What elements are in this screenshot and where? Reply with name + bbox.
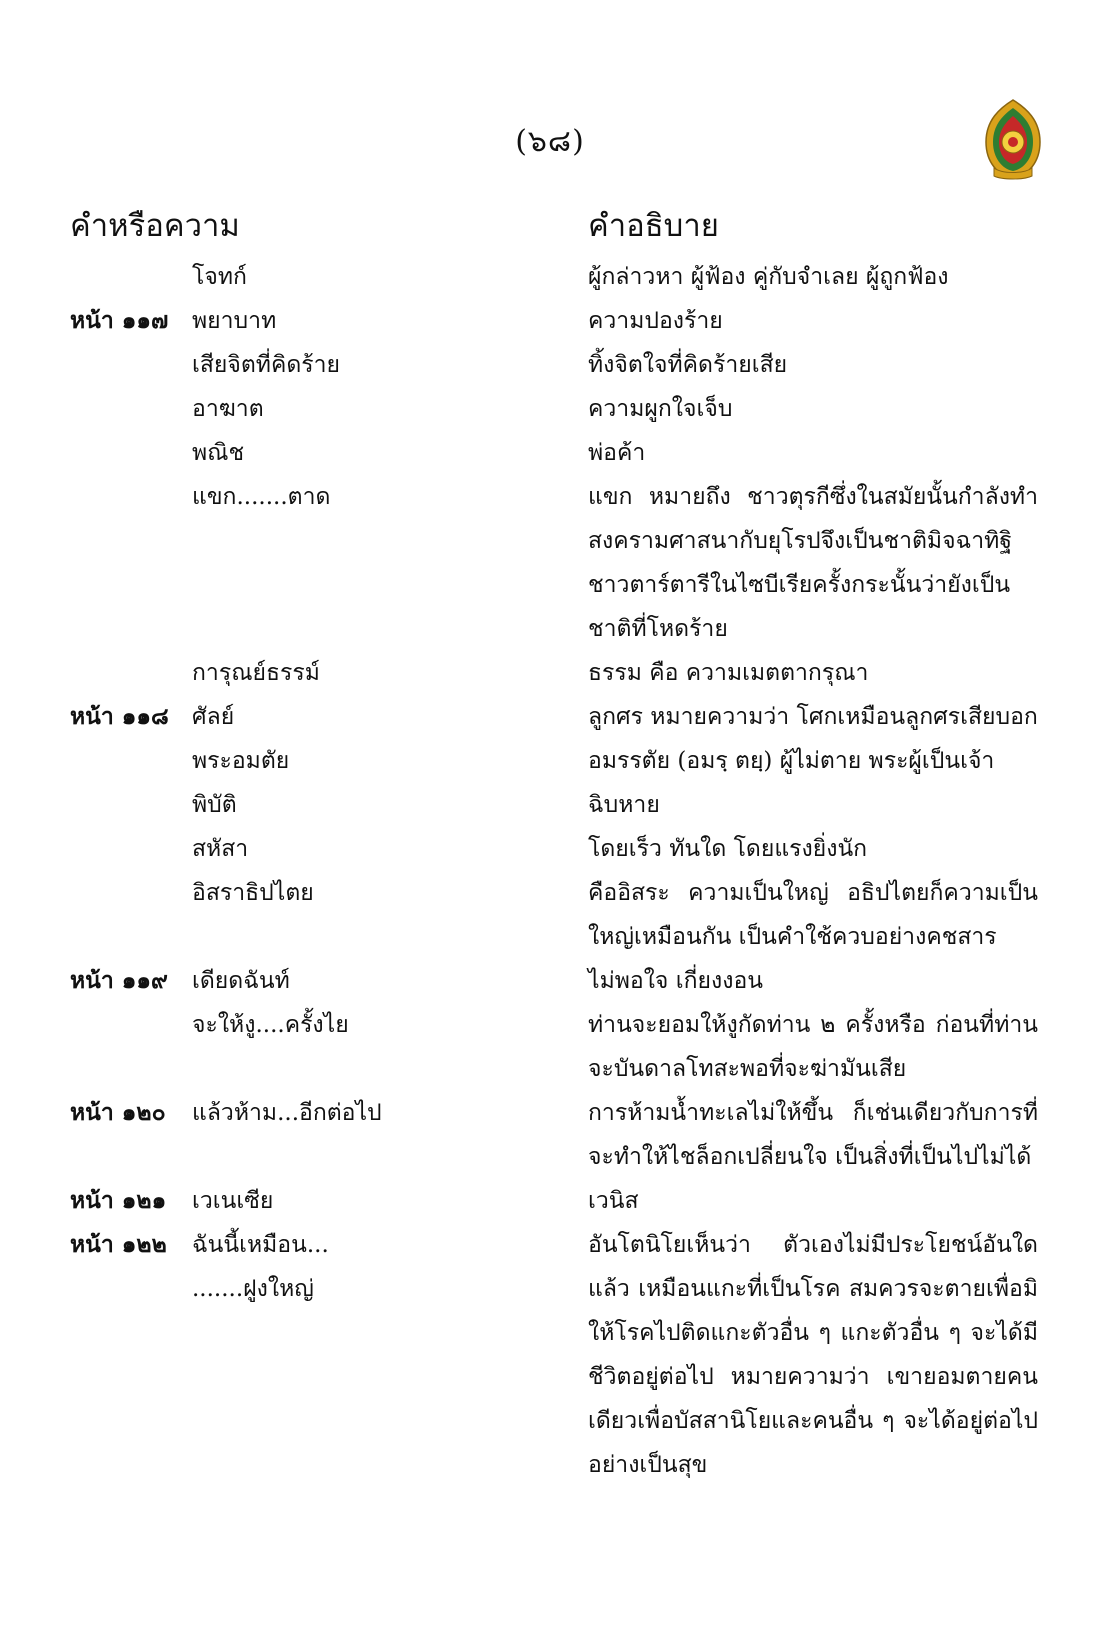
entry-explanation: ความปองร้าย [588,308,723,334]
entry-explanation: ไม่พอใจ เกี่ยงงอน [588,968,763,994]
glossary-entry [0,387,1100,431]
entry-explanation: ทิ้งจิตใจที่คิดร้ายเสีย [588,352,788,378]
entry-explanation: คืออิสระ ความเป็นใหญ่ อธิปไตยก็ความเป็นใหญ่เหมือนกัน เป็นคำใช้ควบอย่างคชสาร [588,880,1038,950]
entry-term: สหัสา [192,836,249,862]
entry-term: แขก.......ตาด [192,484,331,510]
glossary-entry [0,343,1100,387]
entry-term: พิบัติ [192,792,237,818]
glossary-entry [0,475,1100,651]
glossary-entry [0,1223,1100,1487]
entry-explanation: เวนิส [588,1188,639,1214]
entry-term: พระอมตัย [192,748,290,774]
entry-term: ฉันนี้เหมือน... .......ฝูงใหญ่ [192,1232,329,1302]
glossary-entry [0,871,1100,959]
entry-term: ศัลย์ [192,704,235,730]
entry-explanation: แขก หมายถึง ชาวตุรกีซึ่งในสมัยนั้นกำลังทำสงครามศาสนากับยุโรปจึงเป็นชาติมิจฉาทิฐิ ชาวตาร์ตารีในไซบีเรียครั้งกระนั้นว่ายังเป็นชาติที่โหดร้าย [588,484,1038,642]
entry-explanation: ลูกศร หมายความว่า โศกเหมือนลูกศรเสียบอก [588,704,1038,730]
glossary-entry [0,1091,1100,1179]
entry-explanation: ผู้กล่าวหา ผู้ฟ้อง คู่กับจำเลย ผู้ถูกฟ้อง [588,264,949,290]
glossary-entries [0,255,1100,1487]
entry-term: พยาบาท [192,308,277,334]
glossary-entry [0,1003,1100,1091]
entry-term: อาฆาต [192,396,264,422]
glossary-entry [0,651,1100,695]
glossary-entry [0,255,1100,299]
entry-term: เวเนเซีย [192,1188,274,1214]
glossary-entry [0,827,1100,871]
entry-term: เดียดฉันท์ [192,968,290,994]
entry-explanation: อันโตนิโยเห็นว่า ตัวเองไม่มีประโยชน์อันใดแล้ว เหมือนแกะที่เป็นโรค สมควรจะตายเพื่อมิให้โรคไปติดแกะตัวอื่น ๆ แกะตัวอื่น ๆ จะได้มีชีวิตอยู่ต่อไป หมายความว่า เขายอมตายคนเดียวเพื่อบัสสานิโยและคนอื่น ๆ จะได้อยู่ต่อไปอย่างเป็นสุข [588,1232,1038,1478]
glossary-entry [0,959,1100,1003]
entry-term: แล้วห้าม...อีกต่อไป [192,1100,382,1126]
entry-page-ref: หน้า ๑๑๗ [70,307,169,334]
entry-term: เสียจิตที่คิดร้าย [192,352,341,378]
entry-explanation: โดยเร็ว ทันใด โดยแรงยิ่งนัก [588,836,868,862]
entry-term: พณิช [192,440,245,466]
entry-term: อิสราธิปไตย [192,880,314,906]
glossary-entry [0,299,1100,343]
entry-explanation: ความผูกใจเจ็บ [588,396,733,422]
entry-page-ref: หน้า ๑๒๑ [70,1187,167,1214]
entry-page-ref: หน้า ๑๑๘ [70,703,169,730]
entry-page-ref: หน้า ๑๒๒ [70,1231,167,1258]
explanation-column-heading: คำอธิบาย [588,208,719,244]
glossary-entry [0,431,1100,475]
glossary-entry [0,1179,1100,1223]
entry-page-ref: หน้า ๑๒๐ [70,1099,166,1126]
entry-term: โจทก์ [192,264,247,290]
entry-explanation: ท่านจะยอมให้งูกัดท่าน ๒ ครั้งหรือ ก่อนที่ท่านจะบันดาลโทสะพอที่จะฆ่ามันเสีย [588,1012,1038,1082]
entry-explanation: ฉิบหาย [588,792,660,818]
glossary-entry [0,739,1100,783]
entry-term: การุณย์ธรรม์ [192,660,320,686]
entry-explanation: อมรรตัย (อมรฺ ตยฺ) ผู้ไม่ตาย พระผู้เป็นเจ้า [588,748,995,774]
entry-explanation: ธรรม คือ ความเมตตากรุณา [588,660,869,686]
page-number: (๖๘) [515,124,585,159]
entry-term: จะให้งู....ครั้งไย [192,1012,349,1038]
ministry-emblem-icon [980,98,1046,180]
entry-explanation: พ่อค้า [588,440,646,466]
term-column-heading: คำหรือความ [70,208,240,244]
glossary-entry [0,783,1100,827]
entry-page-ref: หน้า ๑๑๙ [70,967,168,994]
entry-explanation: การห้ามน้ำทะเลไม่ให้ขึ้น ก็เช่นเดียวกับการที่จะทำให้ไชล็อกเปลี่ยนใจ เป็นสิ่งที่เป็นไปไม่ได้ [588,1100,1038,1170]
glossary-entry [0,695,1100,739]
